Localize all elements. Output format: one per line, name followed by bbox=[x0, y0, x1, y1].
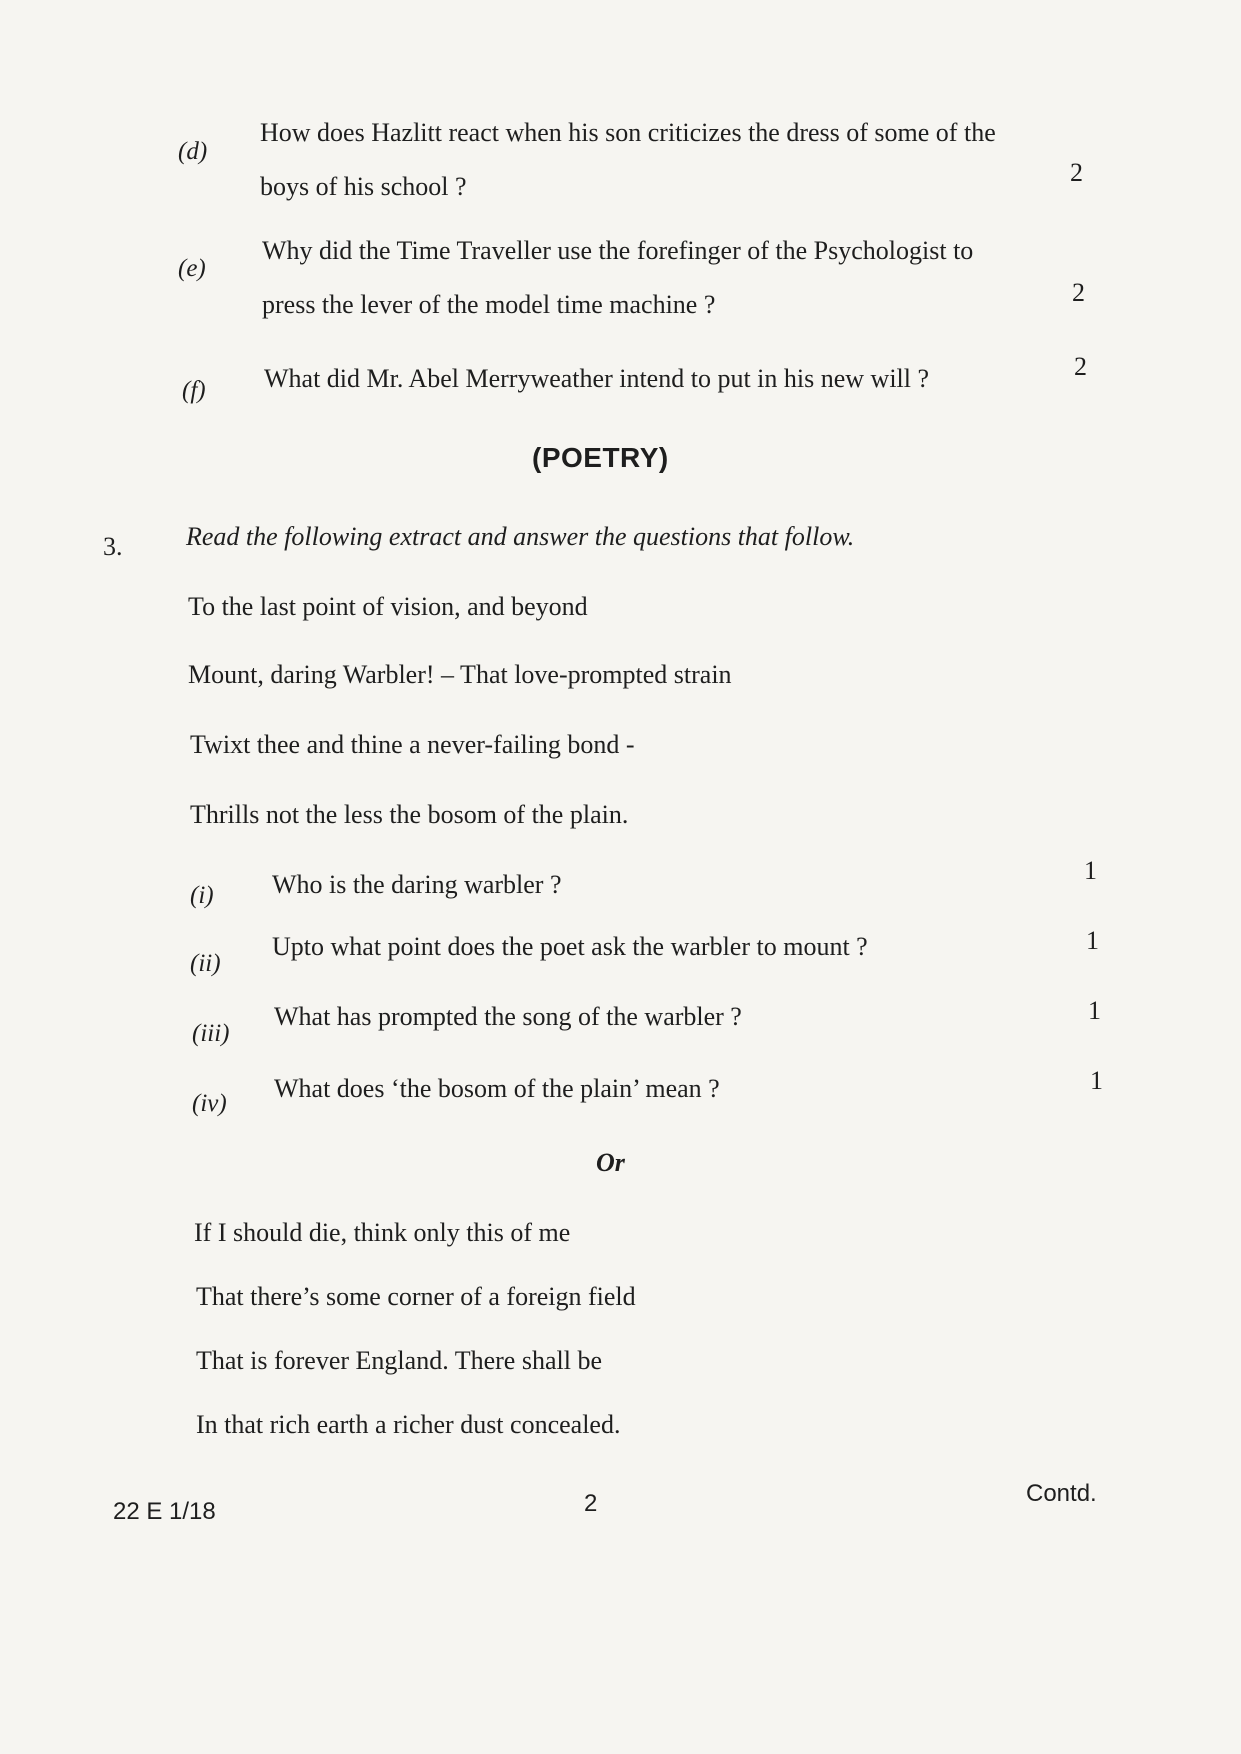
subquestion-text: Upto what point does the poet ask the warbler to mount ? bbox=[272, 932, 868, 961]
poem-line: In that rich earth a richer dust concealed. bbox=[196, 1410, 621, 1439]
subquestion-label: (iii) bbox=[192, 1020, 230, 1047]
continued-label: Contd. bbox=[1026, 1480, 1097, 1507]
subquestion-text: Who is the daring warbler ? bbox=[272, 870, 562, 899]
section-heading: (POETRY) bbox=[532, 442, 669, 473]
question-text: boys of his school ? bbox=[260, 172, 467, 201]
subquestion-marks: 1 bbox=[1086, 926, 1099, 955]
poem-line: Mount, daring Warbler! – That love-prompted strain bbox=[188, 660, 732, 689]
poem-line: That is forever England. There shall be bbox=[196, 1346, 602, 1375]
question-text: Why did the Time Traveller use the forefinger of the Psychologist to bbox=[262, 236, 974, 265]
question-label: (e) bbox=[178, 255, 206, 282]
subquestion-marks: 1 bbox=[1084, 856, 1097, 885]
question-text: press the lever of the model time machine ? bbox=[262, 290, 716, 319]
subquestion-text: What has prompted the song of the warbler ? bbox=[274, 1002, 742, 1031]
question-text: How does Hazlitt react when his son criticizes the dress of some of the bbox=[260, 118, 996, 147]
subquestion-label: (iv) bbox=[192, 1090, 227, 1117]
question-number: 3. bbox=[103, 532, 123, 561]
paper-code: 22 E 1/18 bbox=[113, 1498, 216, 1525]
page-number: 2 bbox=[584, 1490, 598, 1517]
poem-line: Thrills not the less the bosom of the plain. bbox=[190, 800, 629, 829]
subquestion-marks: 1 bbox=[1090, 1066, 1103, 1095]
subquestion-text: What does ‘the bosom of the plain’ mean ? bbox=[274, 1074, 720, 1103]
poem-line: To the last point of vision, and beyond bbox=[188, 592, 588, 621]
subquestion-label: (ii) bbox=[190, 950, 221, 977]
question-marks: 2 bbox=[1070, 158, 1083, 187]
or-separator: Or bbox=[596, 1148, 625, 1177]
question-label: (f) bbox=[182, 377, 206, 404]
poem-line: That there’s some corner of a foreign field bbox=[196, 1282, 636, 1311]
poem-line: Twixt thee and thine a never-failing bond - bbox=[190, 730, 635, 759]
poem-line: If I should die, think only this of me bbox=[194, 1218, 571, 1247]
question-marks: 2 bbox=[1074, 352, 1087, 381]
question-label: (d) bbox=[178, 138, 208, 165]
subquestion-label: (i) bbox=[190, 882, 214, 909]
subquestion-marks: 1 bbox=[1088, 996, 1101, 1025]
question-instruction: Read the following extract and answer the questions that follow. bbox=[186, 522, 855, 551]
question-marks: 2 bbox=[1072, 278, 1085, 307]
question-text: What did Mr. Abel Merryweather intend to put in his new will ? bbox=[264, 364, 930, 393]
